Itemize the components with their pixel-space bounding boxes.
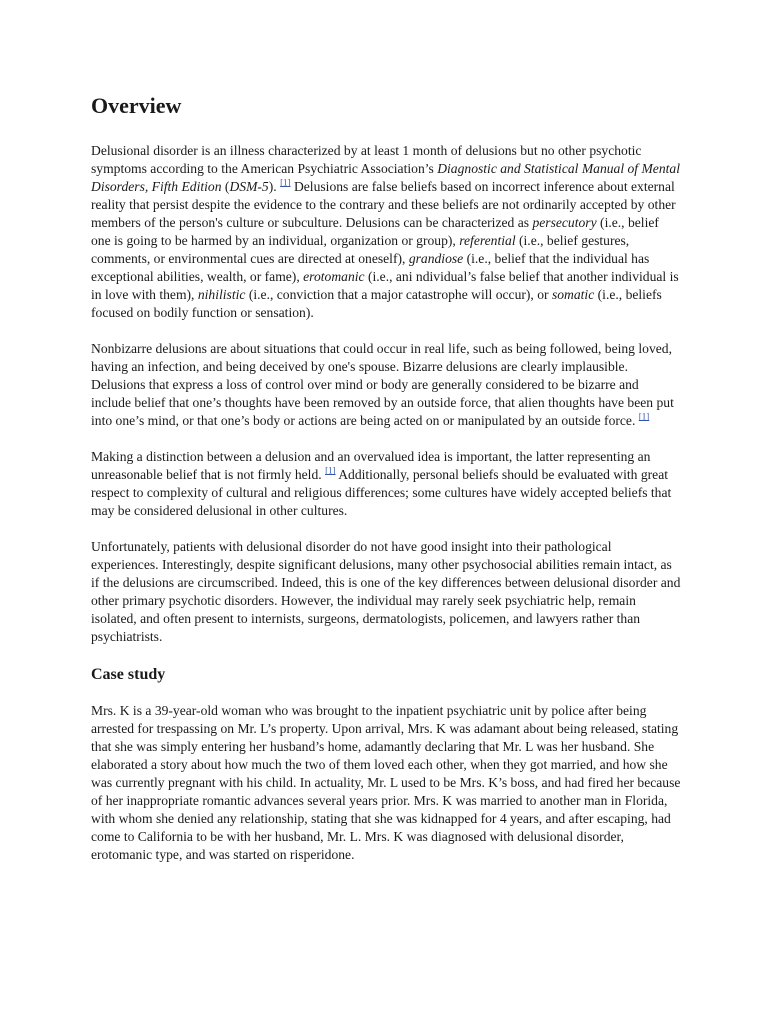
paragraph-definition: Delusional disorder is an illness characterized by at least 1 month of delusions but no other psychotic symptoms according to the American Psychiatric Association’s Diagnostic and Statistical Manual of Mental Disorders, Fifth Edition (DSM-5). [1] Delusions are false beliefs based on incorrect inference about external reality that persist despite the evidence to the contrary and these beliefs are not ordinarily accepted by other members of the person's culture or subculture. Delusions can be characterized as persecutory (i.e., belief one is going to be harmed by an individual, organization or group), referential (i.e., belief gestures, comments, or environmental cues are directed at oneself), grandiose (i.e., belief that the individual has exceptional abilities, wealth, or fame), erotomanic (i.e., ani ndividual’s false belief that another individual is in love with them), nihilistic (i.e., conviction that a major catastrophe will occur), or somatic (i.e., beliefs focused on bodily function or sensation). [91, 143, 680, 320]
page-title: Overview [91, 93, 182, 118]
section-heading-case-study: Case study [91, 666, 166, 683]
paragraph-case: Mrs. K is a 39-year-old woman who was brought to the inpatient psychiatric unit by police after being arrested for trespassing on Mr. L’s property. Upon arrival, Mrs. K was adamant about being released, stating that she was simply entering her husband’s home, adamantly declaring that Mr. L was her husband. She elaborated a story about how much the two of them loved each other, when they got married, and how she was currently pregnant with his child. In actuality, Mr. L used to be Mrs. K’s boss, and had fired her because of her inappropriate romantic advances several years prior. Mrs. K was married to another man in Florida, with whom she denied any relationship, stating that she was kidnapped for 4 years, and after escaping, had come to California to be with her husband, Mr. L. Mrs. K was diagnosed with delusional disorder, erotomanic type, and was started on risperidone. [91, 703, 681, 862]
paragraph-insight: Unfortunately, patients with delusional disorder do not have good insight into their pathological experiences. Interestingly, despite significant delusions, many other psychosocial abilities remain intact, as if the delusions are circumscribed. Indeed, this is one of the key differences between delusional disorder and other primary psychotic disorders. However, the individual may rarely seek psychiatric help, remain isolated, and often present to internists, surgeons, dermatologists, policemen, and lawyers rather than psychiatrists. [91, 539, 681, 644]
reference-link[interactable]: [1] [325, 465, 336, 476]
paragraph-overvalued-idea: Making a distinction between a delusion and an overvalued idea is important, the latter representing an unreasonable belief that is not firmly held. [1] Additionally, personal beliefs should be evaluated with great respect to complexity of cultural and religious differences; some cultures have widely accepted beliefs that may be considered delusional in other cultures. [91, 449, 672, 518]
reference-link[interactable]: [1] [280, 177, 291, 188]
paragraph-bizarre-delusions: Nonbizarre delusions are about situations that could occur in real life, such as being followed, being loved, having an infection, and being deceived by one's spouse. Bizarre delusions are clearly implausible. Delusions that express a loss of control over mind or body are generally considered to be bizarre and include belief that one’s thoughts have been removed by an outside force, that alien thoughts have been put into one’s mind, or that one’s body or actions are being acted on or manipulated by an outside force. [1] [91, 341, 674, 428]
article-body [91, 92, 681, 882]
reference-link[interactable]: [1] [638, 411, 650, 422]
